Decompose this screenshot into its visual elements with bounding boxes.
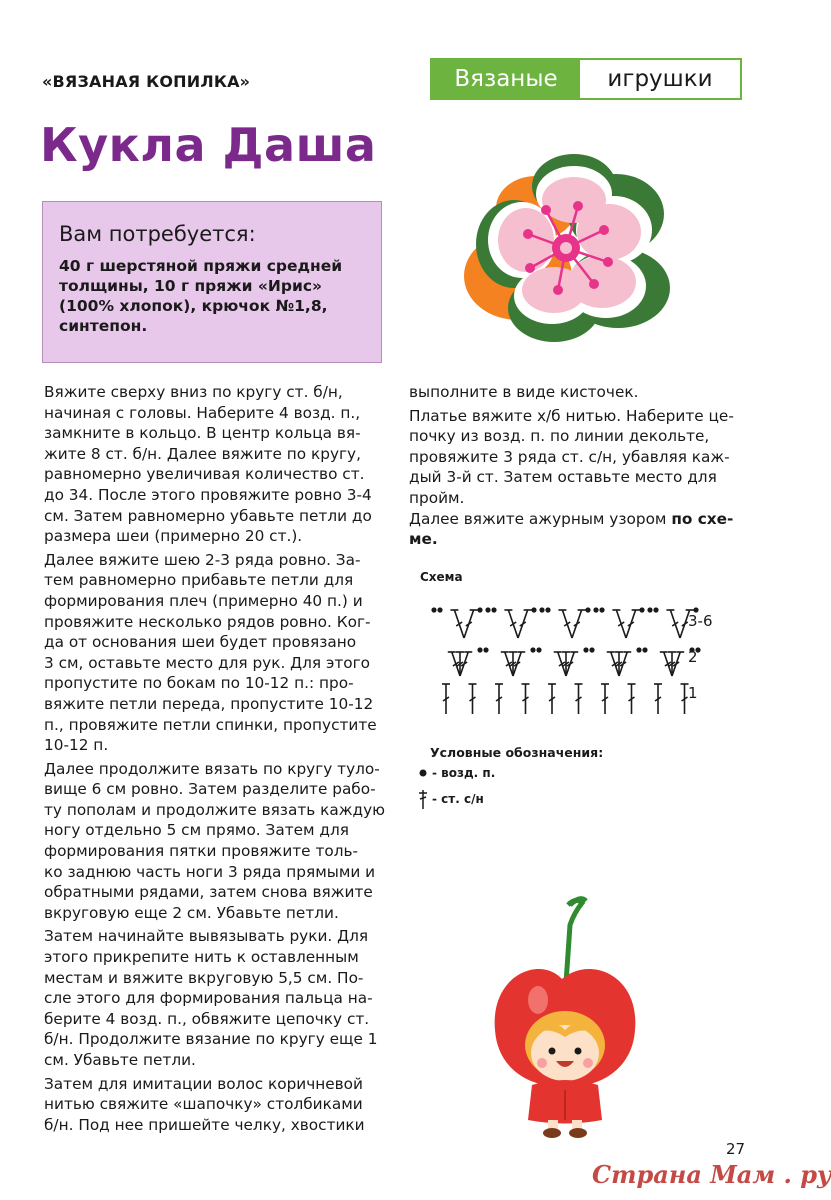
text-line: пропустите по бокам по 10-12 п.: про- (44, 674, 354, 693)
materials-box (42, 201, 382, 363)
chain-stitch-dot (539, 607, 544, 612)
paragraph (44, 1074, 394, 1136)
rubric-right: игрушки (607, 66, 713, 92)
text-line: замкните в кольцо. В центр кольца вя- (44, 424, 361, 443)
chain-stitch-dot (599, 607, 604, 612)
text-line: жите 8 ст. б/н. Далее вяжите по кругу, (44, 444, 361, 463)
bold-text: ме. (409, 530, 438, 549)
legend-item (418, 766, 495, 780)
text-line: формирования плеч (примерно 40 п.) и (44, 591, 363, 610)
row-label: 3-6 (688, 612, 713, 630)
text-line: ко заднюю часть ноги 3 ряда прямыми и (44, 862, 376, 881)
chain-stitch-dot (647, 607, 652, 612)
text-line: сле этого для формирования пальца на- (44, 989, 373, 1008)
materials-line: синтепон. (59, 317, 148, 335)
chain-stitch-dot (642, 647, 647, 652)
chain-stitch-dot (589, 647, 594, 652)
text-line: б/н. Под нее пришейте челку, хвостики (44, 1115, 365, 1134)
text-line: дый 3-й ст. Затем оставьте место для пройм. (409, 468, 717, 507)
text-line: почку из возд. п. по линии декольте, (409, 427, 710, 446)
text-line: Далее вяжите ажурным узором (409, 509, 672, 528)
cherry-doll-illustration (490, 895, 640, 1140)
chain-stitch-dot (536, 647, 541, 652)
text-line: см. Затем равномерно убавьте петли до (44, 506, 372, 525)
text-line: Далее продолжите вязать по кругу туло- (44, 759, 380, 778)
page-title: Кукла Даша (40, 118, 377, 172)
chain-stitch-dot (531, 607, 536, 612)
legend-text: - ст. с/н (432, 792, 484, 806)
text-line: обратными рядами, затем снова вяжите (44, 883, 373, 902)
text-line: берите 4 возд. п., обвяжите цепочку ст. (44, 1009, 370, 1028)
text-line: Затем для имитации волос коричневой (44, 1074, 363, 1093)
paragraph (409, 406, 749, 550)
paragraph (44, 759, 394, 924)
bold-text: по схе- (671, 509, 734, 528)
chain-stitch-dot (545, 607, 550, 612)
text-line: 3 см, оставьте место для рук. Для этого (44, 653, 371, 672)
text-line: этого прикрепите нить к оставленным (44, 948, 359, 967)
text-line: п., провяжите петли спинки, пропустите (44, 715, 377, 734)
chain-stitch-dot (583, 647, 588, 652)
scheme-label: Схема (420, 570, 463, 584)
chain-stitch-dot (437, 607, 442, 612)
paragraph (44, 382, 394, 547)
text-line: провяжите 3 ряда ст. с/н, убавляя каж- (409, 447, 730, 466)
text-line: провяжите несколько рядов ровно. Ког- (44, 612, 371, 631)
materials-line: 40 г шерстяной пряжи средней (59, 257, 343, 275)
text-line: местам и вяжите вкруговую 5,5 см. По- (44, 968, 364, 987)
chain-stitch-dot (491, 607, 496, 612)
text-line: равномерно увеличивая количество ст. (44, 465, 365, 484)
text-line: Затем начинайте вывязывать руки. Для (44, 927, 369, 946)
stitch-icon (418, 788, 428, 810)
chain-stitch-dot (477, 607, 482, 612)
text-line: тем равномерно прибавьте петли для (44, 571, 354, 590)
text-line: Платье вяжите х/б нитью. Наберите це- (409, 406, 734, 425)
text-line: ногу отдельно 5 см прямо. Затем для (44, 821, 349, 840)
dot-icon (418, 768, 428, 778)
chain-stitch-dot (639, 607, 644, 612)
legend-text: - возд. п. (432, 766, 496, 780)
series-title: «ВЯЗАНАЯ КОПИЛКА» (42, 72, 251, 91)
text-line: вище 6 см ровно. Затем разделите рабо- (44, 780, 376, 799)
chain-stitch-dot (636, 647, 641, 652)
chain-stitch-dot (585, 607, 590, 612)
materials-heading: Вам потребуется: (59, 222, 256, 246)
paragraph (409, 382, 749, 403)
text-line: выполните в виде кисточек. (409, 383, 639, 401)
chain-stitch-dot (431, 607, 436, 612)
text-line: ту пополам и продолжите вязать каждую (44, 800, 386, 819)
legend-item (418, 788, 484, 810)
rubric-box (430, 58, 742, 100)
instructions-column-left (44, 382, 394, 1138)
chain-stitch-dot (593, 607, 598, 612)
text-line: размера шеи (примерно 20 ст.). (44, 527, 303, 546)
chain-stitch-dot (483, 647, 488, 652)
crochet-chart (420, 592, 730, 722)
text-line: вкруговую еще 2 см. Убавьте петли. (44, 903, 339, 922)
site-watermark: Страна Мам . ру (592, 1160, 831, 1189)
text-line: начиная с головы. Наберите 4 возд. п., (44, 403, 361, 422)
paragraph (44, 926, 394, 1070)
text-line: нитью свяжите «шапочку» столбиками (44, 1095, 363, 1114)
chain-stitch-dot (485, 607, 490, 612)
chain-stitch-dot (530, 647, 535, 652)
rubric-left: Вязаные (432, 60, 580, 98)
text-line: формирования пятки провяжите толь- (44, 842, 359, 861)
paragraph (44, 550, 394, 756)
page-number: 27 (726, 1140, 746, 1158)
text-line: 10-12 п. (44, 736, 109, 755)
row-label: 2 (688, 648, 698, 666)
chain-stitch-dot (653, 607, 658, 612)
materials-line: толщины, 10 г пряжи «Ирис» (59, 277, 323, 295)
text-line: Далее вяжите шею 2-3 ряда ровно. За- (44, 550, 361, 569)
materials-text (59, 256, 365, 336)
legend-title: Условные обозначения: (430, 745, 604, 760)
chain-stitch-dot (477, 647, 482, 652)
text-line: см. Убавьте петли. (44, 1051, 196, 1069)
flower-illustration (462, 148, 712, 348)
instructions-column-right (409, 382, 749, 553)
text-line: б/н. Продолжите вязание по кругу еще 1 (44, 1030, 378, 1049)
text-line: да от основания шеи будет провязано (44, 633, 357, 652)
text-line: до 34. После этого провяжите ровно 3-4 (44, 485, 372, 504)
text-line: Вяжите сверху вниз по кругу ст. б/н, (44, 383, 343, 401)
row-label: 1 (688, 684, 698, 702)
materials-line: (100% хлопок), крючок №1,8, (59, 297, 328, 315)
text-line: вяжите петли переда, пропустите 10-12 (44, 694, 374, 713)
